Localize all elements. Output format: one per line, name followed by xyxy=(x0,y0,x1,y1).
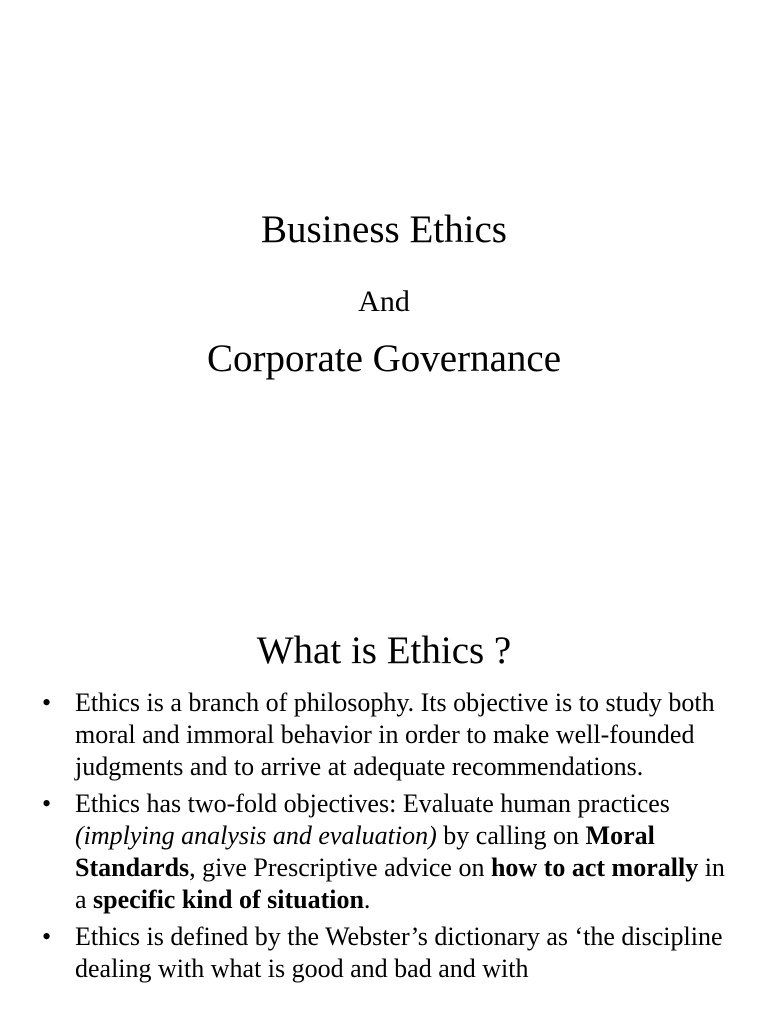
bullet-segment: specific kind of situation xyxy=(93,885,364,914)
bullet-segment: how to act morally xyxy=(490,853,699,882)
bullet-segment: by calling on xyxy=(436,821,586,850)
slide-heading: What is Ethics ? xyxy=(256,629,512,672)
bullet-text xyxy=(75,922,723,983)
bullet-list xyxy=(0,687,768,990)
slide-what-is-ethics xyxy=(0,576,768,1024)
bullet-segment: (implying analysis and evaluation) xyxy=(75,821,437,850)
slide-title-text: Business Ethics xyxy=(261,208,507,251)
bullet-item xyxy=(0,687,768,783)
bullet-item xyxy=(0,921,768,985)
bullet-segment: Ethics is defined by the Webster’s dictionary as ‘the discipline dealing with what is good and bad and with xyxy=(75,922,723,983)
bullet-text xyxy=(75,789,725,914)
slide-title-connector: And xyxy=(358,285,410,318)
bullet-segment: . xyxy=(363,885,371,914)
slide-subtitle-text: Corporate Governance xyxy=(206,337,562,380)
bullet-marker: • xyxy=(42,922,52,951)
bullet-segment: Ethics is a branch of philosophy. Its objective is to study both moral and immoral behavior in order to make well-founded judgments and to arrive at adequate recommendations. xyxy=(75,688,715,781)
bullet-segment: in a xyxy=(75,853,725,914)
bullet-segment: Moral Standards xyxy=(75,821,655,882)
bullet-marker: • xyxy=(42,789,52,818)
bullet-text xyxy=(75,688,715,781)
bullet-item xyxy=(0,788,768,916)
bullet-marker: • xyxy=(42,688,52,717)
bullet-segment: Ethics has two-fold objectives: Evaluate human practices xyxy=(75,789,670,818)
bullet-segment: , give Prescriptive advice on xyxy=(189,853,491,882)
